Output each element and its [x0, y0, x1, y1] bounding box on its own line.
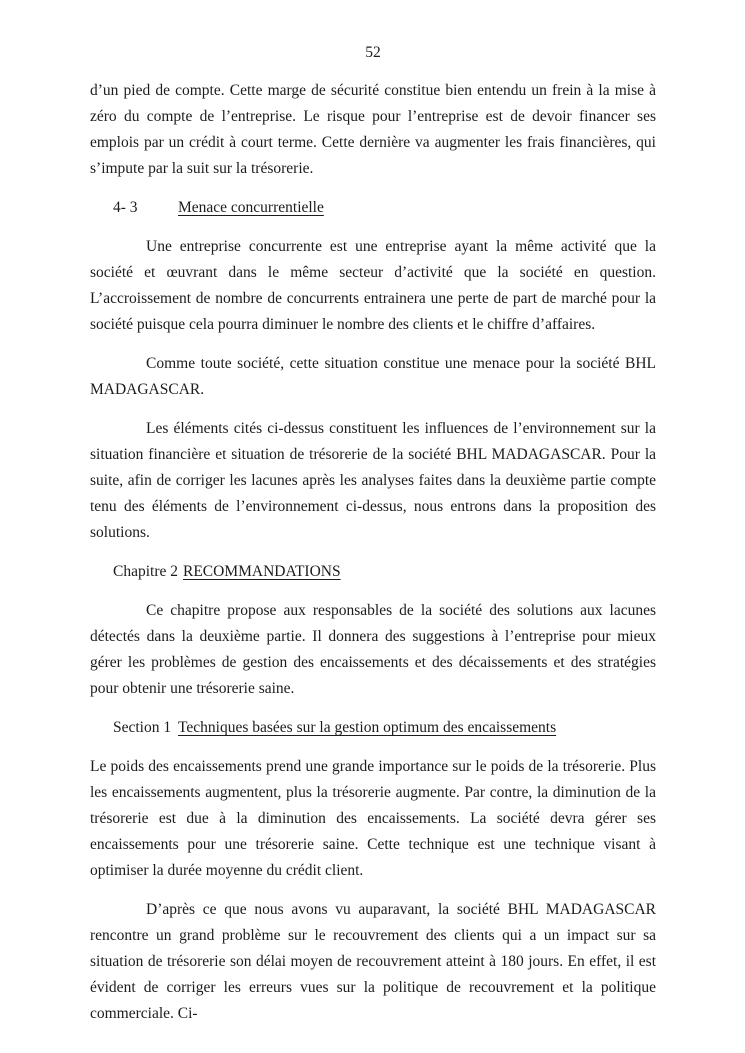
paragraph-chapitre-propose: Ce chapitre propose aux responsables de la société des solutions aux lacunes détectés dans la deuxième partie. Il donnera des suggestions à l’entreprise pour mieux gérer les problèmes de gestion des encaissements et des décaissements et des stratégies pour obtenir une trésorerie saine. [90, 602, 656, 697]
heading-number: Section 1 [113, 719, 172, 736]
paragraph-dapres-bhl: D’après ce que nous avons vu auparavant, la société BHL MADAGASCAR rencontre un grand problème sur le recouvrement des clients qui a un impact sur sa situation de trésorerie son délai moyen de recouvrement atteint à 180 jours. En effet, il est évident de corriger les erreurs vues sur la politique de recouvrement et la politique commerciale. Ci- [90, 901, 656, 1022]
heading-title: Techniques basées sur la gestion optimum des encaissements [178, 719, 557, 736]
heading-menace-concurrentielle [90, 195, 656, 221]
paragraph-elements-environnement: Les éléments cités ci-dessus constituent les influences de l’environnement sur la situation financière et situation de trésorerie de la société BHL MADAGASCAR. Pour la suite, afin de corriger les lacunes après les analyses faites dans la deuxième partie compte tenu des éléments de l’environnement ci-dessus, nous entrons dans la proposition des solutions. [90, 420, 656, 541]
heading-title: RECOMMANDATIONS [183, 563, 341, 580]
page-number: 52 [365, 44, 381, 61]
paragraph-menace-bhl: Comme toute société, cette situation constitue une menace pour la société BHL MADAGASCAR. [90, 355, 656, 398]
paragraph-intro: d’un pied de compte. Cette marge de sécurité constitue bien entendu un frein à la mise à zéro du compte de l’entreprise. Le risque pour l’entreprise est de devoir financer ses emplois par un crédit à court terme. Cette dernière va augmenter les frais financières, qui s’impute par la suit sur la trésorerie. [90, 82, 656, 177]
paragraph-concurrence: Une entreprise concurrente est une entreprise ayant la même activité que la société et œuvrant dans le même secteur d’activité que la société en question. L’accroissement de nombre de concurrents entrainera une perte de part de marché pour la société puisque cela pourra diminuer le nombre des clients et le chiffre d’affaires. [90, 238, 656, 333]
paragraph-poids-encaissements: Le poids des encaissements prend une grande importance sur le poids de la trésorerie. Plus les encaissements augmentent, plus la trésorerie augmente. Par contre, la diminution de la trésorerie est due à la diminution des encaissements. La société devra gérer ses encaissements pour une trésorerie saine. Cette technique est une technique visant à optimiser la durée moyenne du crédit client. [90, 758, 656, 879]
heading-title: Menace concurrentielle [178, 199, 324, 216]
heading-section-1-techniques [90, 715, 656, 741]
heading-chapitre-2-recommandations [90, 559, 656, 585]
heading-number: 4- 3 [113, 199, 138, 216]
heading-number: Chapitre 2 [113, 563, 178, 580]
